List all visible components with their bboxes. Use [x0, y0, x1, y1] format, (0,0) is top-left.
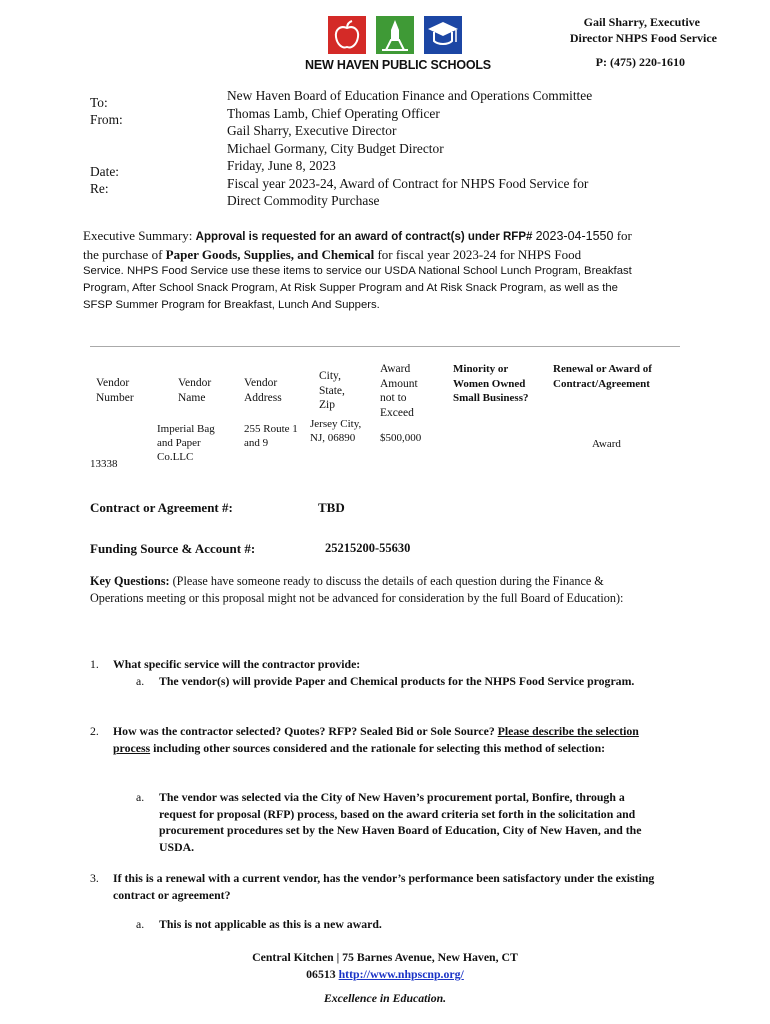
summary-line4: Program, After School Snack Program, At Risk Supper Program and At Risk Snack Program, as well as the — [83, 282, 618, 294]
answer-2-letter: a. — [136, 790, 145, 804]
header-city: City, State, Zip — [319, 370, 345, 411]
footer-zip-line — [0, 967, 770, 982]
question-2-end: including other sources considered and the rationale for selecting this method of selection: — [150, 740, 606, 755]
summary-text2: the purchase of — [83, 247, 166, 262]
tower-logo — [376, 16, 414, 54]
memo-from-2: Gail Sharry, Executive Director — [227, 123, 397, 138]
table-top-border — [90, 346, 680, 347]
header-minority: Minority or Women Owned Small Business? — [453, 363, 529, 404]
apple-icon — [328, 16, 366, 54]
graduate-logo — [424, 16, 462, 54]
footer-address: Central Kitchen | 75 Barnes Avenue, New Haven, CT — [252, 950, 518, 964]
memo-date: Friday, June 8, 2023 — [227, 158, 336, 173]
question-2-start: How was the contractor selected? Quotes? RFP? Sealed Bid or Sole Source? — [113, 724, 498, 738]
cell-vendor-name: Imperial Bag and Paper Co.LLC — [157, 423, 215, 463]
question-3: If this is a renewal with a current vendor, has the vendor’s performance been satisfactory under the existing contract or agreement? — [113, 871, 655, 902]
summary-bold: Approval is requested for an award of contract(s) under RFP# — [195, 231, 536, 243]
contract-label: Contract or Agreement #: — [90, 500, 233, 515]
footer-zip: 06513 — [306, 967, 339, 981]
website-link[interactable]: http://www.nhpscnp.org/ — [338, 967, 464, 981]
executive-summary — [83, 227, 693, 314]
apple-logo — [328, 16, 366, 54]
sender-phone: P: (475) 220-1610 — [595, 55, 685, 69]
to-label: To: — [90, 95, 108, 110]
re-label: Re: — [90, 181, 109, 196]
key-questions-label: Key Questions: — [90, 574, 170, 588]
summary-line5: SFSP Summer Program for Breakfast, Lunch And Suppers. — [83, 299, 380, 311]
memo-details — [227, 87, 592, 210]
footer-motto: Excellence in Education. — [323, 991, 447, 1005]
cell-city: Jersey City, NJ, 06890 — [310, 418, 362, 444]
question-1-number: 1. — [90, 657, 99, 671]
rfp-number: 2023-04-1550 — [535, 229, 614, 243]
funding-value: 25215200-55630 — [325, 541, 411, 555]
answer-1: The vendor(s) will provide Paper and Chemical products for the NHPS Food Service program. — [159, 674, 635, 688]
question-3-number: 3. — [90, 871, 99, 885]
answer-2: The vendor was selected via the City of New Haven’s procurement portal, Bonfire, through a request for proposal (RFP) process, based on the award criteria set forth in the solicitation and procurement procedures set by the New Haven Board of Education, City of New Haven, and the USDA. — [159, 790, 642, 854]
header-vendor-name: Vendor Name — [178, 377, 212, 404]
question-1: What specific service will the contractor provide: — [113, 657, 361, 671]
memo-to: New Haven Board of Education Finance and Operations Committee — [227, 88, 593, 103]
summary-text1: for — [613, 228, 632, 243]
cell-renewal: Award — [592, 438, 621, 450]
school-name: NEW HAVEN PUBLIC SCHOOLS — [305, 58, 491, 72]
memo-from: Thomas Lamb, Chief Operating Officer — [227, 105, 440, 121]
summary-label: Executive Summary: — [83, 228, 196, 243]
memo-re-2: Direct Commodity Purchase — [227, 193, 380, 208]
summary-products: Paper Goods, Supplies, and Chemical — [165, 247, 375, 262]
header-award-amount: Award Amount not to Exceed — [380, 363, 418, 419]
answer-3: This is not applicable as this is a new award. — [159, 917, 382, 931]
tower-icon — [376, 16, 414, 54]
graduation-cap-icon — [424, 16, 462, 54]
answer-3-letter: a. — [136, 917, 145, 931]
contract-value: TBD — [318, 500, 345, 515]
question-2-number: 2. — [90, 724, 99, 738]
date-label: Date: — [90, 164, 119, 179]
summary-line3: Service. NHPS Food Service use these items to service our USDA National School Lunch Program, Breakfast — [83, 265, 632, 277]
sender-title: Director NHPS Food Service — [569, 31, 717, 45]
summary-text3: for fiscal year 2023-24 for NHPS Food — [374, 247, 582, 262]
memo-from-3: Michael Gormany, City Budget Director — [227, 140, 444, 156]
cell-vendor-address: 255 Route 1 and 9 — [244, 423, 298, 449]
cell-vendor-number: 13338 — [90, 458, 118, 470]
answer-1-letter: a. — [136, 674, 145, 688]
question-2 — [113, 723, 658, 756]
key-questions — [90, 573, 655, 606]
sender-name: Gail Sharry, Executive — [583, 15, 700, 29]
funding-label: Funding Source & Account #: — [90, 541, 256, 556]
from-label: From: — [90, 112, 123, 127]
key-questions-text: (Please have someone ready to discuss the details of each question during the Finance & Operations meeting or this proposal might not be advanced for consideration by the full Board of Education): — [90, 574, 624, 605]
header-renewal: Renewal or Award of Contract/Agreement — [553, 363, 652, 390]
question-2-underline: Please describe the selection process — [113, 724, 639, 755]
memo-re: Fiscal year 2023-24, Award of Contract for NHPS Food Service for — [227, 175, 589, 191]
header-vendor-address: Vendor Address — [244, 377, 282, 404]
header-vendor-number: Vendor Number — [96, 377, 134, 404]
cell-award-amount: $500,000 — [380, 432, 422, 444]
